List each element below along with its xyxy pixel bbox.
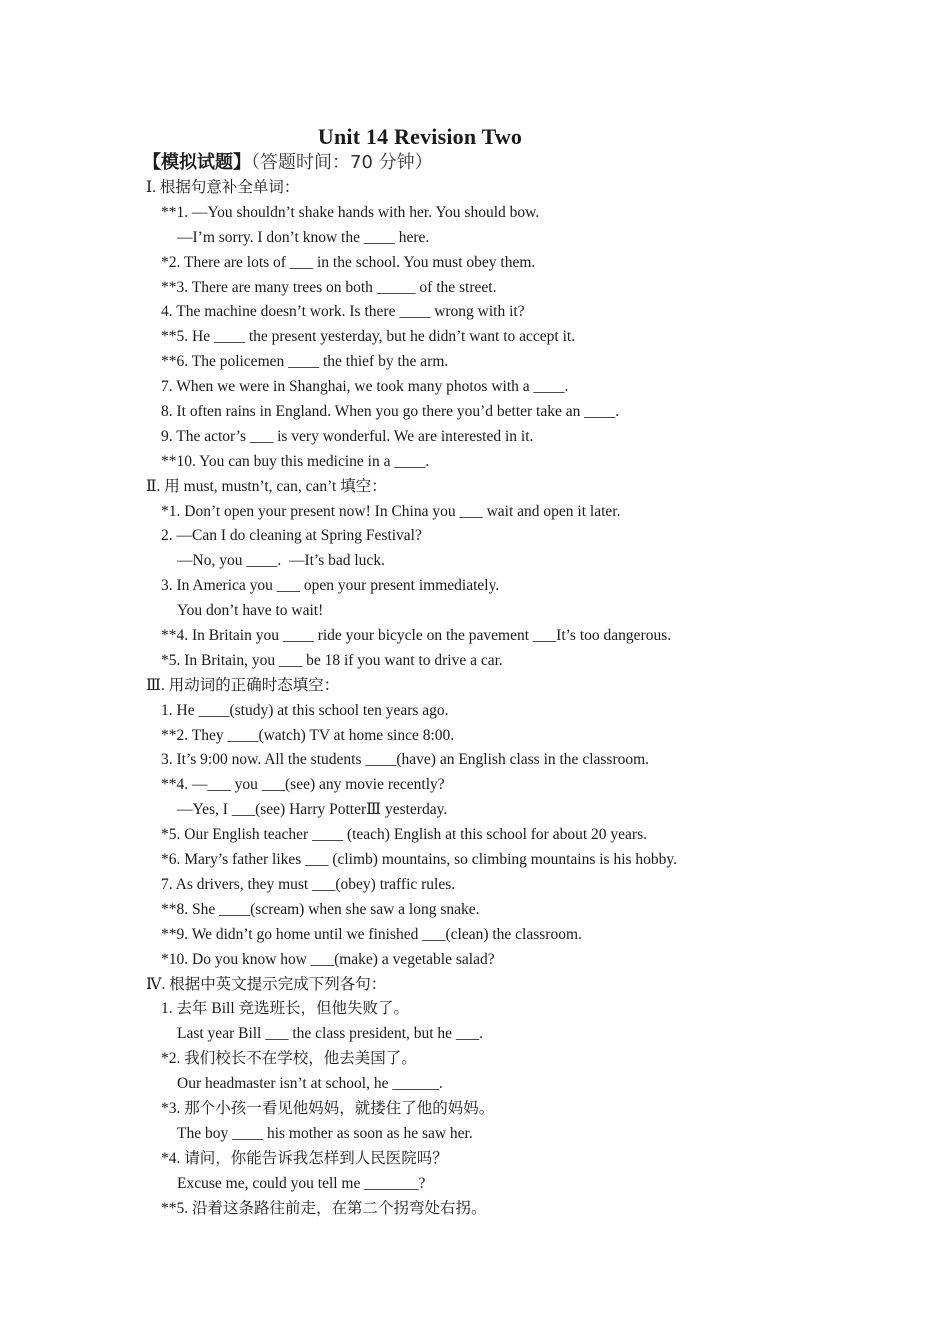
question-line: **1. —You shouldn’t shake hands with her. You should bow.	[161, 203, 540, 221]
continuation-line: —I’m sorry. I don’t know the ____ here.	[177, 228, 430, 246]
continuation-line: —No, you ____. —It’s bad luck.	[177, 552, 385, 570]
exam-label: 【模拟试题】	[143, 152, 251, 173]
question-line: **4. —___ you ___(see) any movie recently?	[161, 776, 445, 794]
continuation-line: The boy ____ his mother as soon as he saw her.	[177, 1124, 473, 1142]
question-list	[0, 176, 950, 1221]
question-line: *5. In Britain, you ___ be 18 if you want to drive a car.	[161, 651, 503, 669]
question-line: **9. We didn’t go home until we finished ___(clean) the classroom.	[161, 925, 582, 943]
question-line: *2. There are lots of ___ in the school. You must obey them.	[161, 253, 536, 271]
question-line: **2. They ____(watch) TV at home since 8:00.	[161, 726, 455, 744]
continuation-line: Last year Bill ___ the class president, but he ___.	[177, 1025, 484, 1043]
question-line: **5. 沿着这条路往前走，在第二个拐弯处右拐。	[161, 1199, 487, 1217]
question-line: **10. You can buy this medicine in a ____.	[161, 452, 430, 470]
question-line: 7. When we were in Shanghai, we took many photos with a ____.	[161, 378, 569, 396]
question-line: 8. It often rains in England. When you go there you’d better take an ____.	[161, 403, 620, 421]
question-line: *10. Do you know how ___(make) a vegetable salad?	[161, 950, 495, 968]
question-line: **3. There are many trees on both _____ of the street.	[161, 278, 497, 296]
question-line: **6. The policemen ____ the thief by the arm.	[161, 353, 449, 371]
question-line: **5. He ____ the present yesterday, but he didn’t want to accept it.	[161, 328, 576, 346]
continuation-line: —Yes, I ___(see) Harry PotterⅢ yesterday.	[177, 801, 448, 819]
question-line: 9. The actor’s ___ is very wonderful. We are interested in it.	[161, 427, 534, 445]
section-heading: Ⅱ. 用 must, mustn’t, can, can’t 填空：	[146, 477, 387, 495]
continuation-line: Our headmaster isn’t at school, he ______.	[177, 1075, 443, 1093]
question-line: *2. 我们校长不在学校，他去美国了。	[161, 1050, 417, 1068]
question-line: *3. 那个小孩一看见他妈妈，就搂住了他的妈妈。	[161, 1099, 495, 1117]
section-heading: Ⅰ. 根据句意补全单词：	[146, 179, 300, 196]
question-line: 1. He ____(study) at this school ten years ago.	[161, 701, 449, 719]
question-line: 3. It’s 9:00 now. All the students ____(have) an English class in the classroom.	[161, 751, 650, 769]
question-line: *4. 请问，你能告诉我怎样到人民医院吗？	[161, 1149, 448, 1167]
question-line: 7. As drivers, they must ___(obey) traffic rules.	[161, 875, 456, 893]
question-line: 1. 去年 Bill 竞选班长，但他失败了。	[161, 1000, 410, 1018]
page-title: Unit 14 Revision Two	[317, 124, 523, 149]
question-line: **8. She ____(scream) when she saw a long snake.	[161, 900, 480, 918]
question-line: **4. In Britain you ____ ride your bicycle on the pavement ___It’s too dangerous.	[161, 627, 672, 645]
question-line: *5. Our English teacher ____ (teach) English at this school for about 20 years.	[161, 826, 647, 844]
question-line: *6. Mary’s father likes ___ (climb) mountains, so climbing mountains is his hobby.	[161, 851, 678, 869]
question-line: 3. In America you ___ open your present immediately.	[161, 577, 500, 595]
exam-subtitle	[143, 151, 433, 175]
question-line: 4. The machine doesn’t work. Is there ____ wrong with it?	[161, 303, 525, 321]
section-heading: Ⅳ. 根据中英文提示完成下列各句：	[146, 975, 387, 993]
section-heading: Ⅲ. 用动词的正确时态填空：	[146, 676, 340, 694]
continuation-line: Excuse me, could you tell me _______?	[177, 1174, 426, 1192]
question-line: *1. Don’t open your present now! In China you ___ wait and open it later.	[161, 502, 621, 520]
question-line: 2. —Can I do cleaning at Spring Festival?	[161, 527, 422, 545]
exam-time: （答题时间：70 分钟）	[251, 152, 433, 173]
continuation-line: You don’t have to wait!	[177, 602, 324, 620]
